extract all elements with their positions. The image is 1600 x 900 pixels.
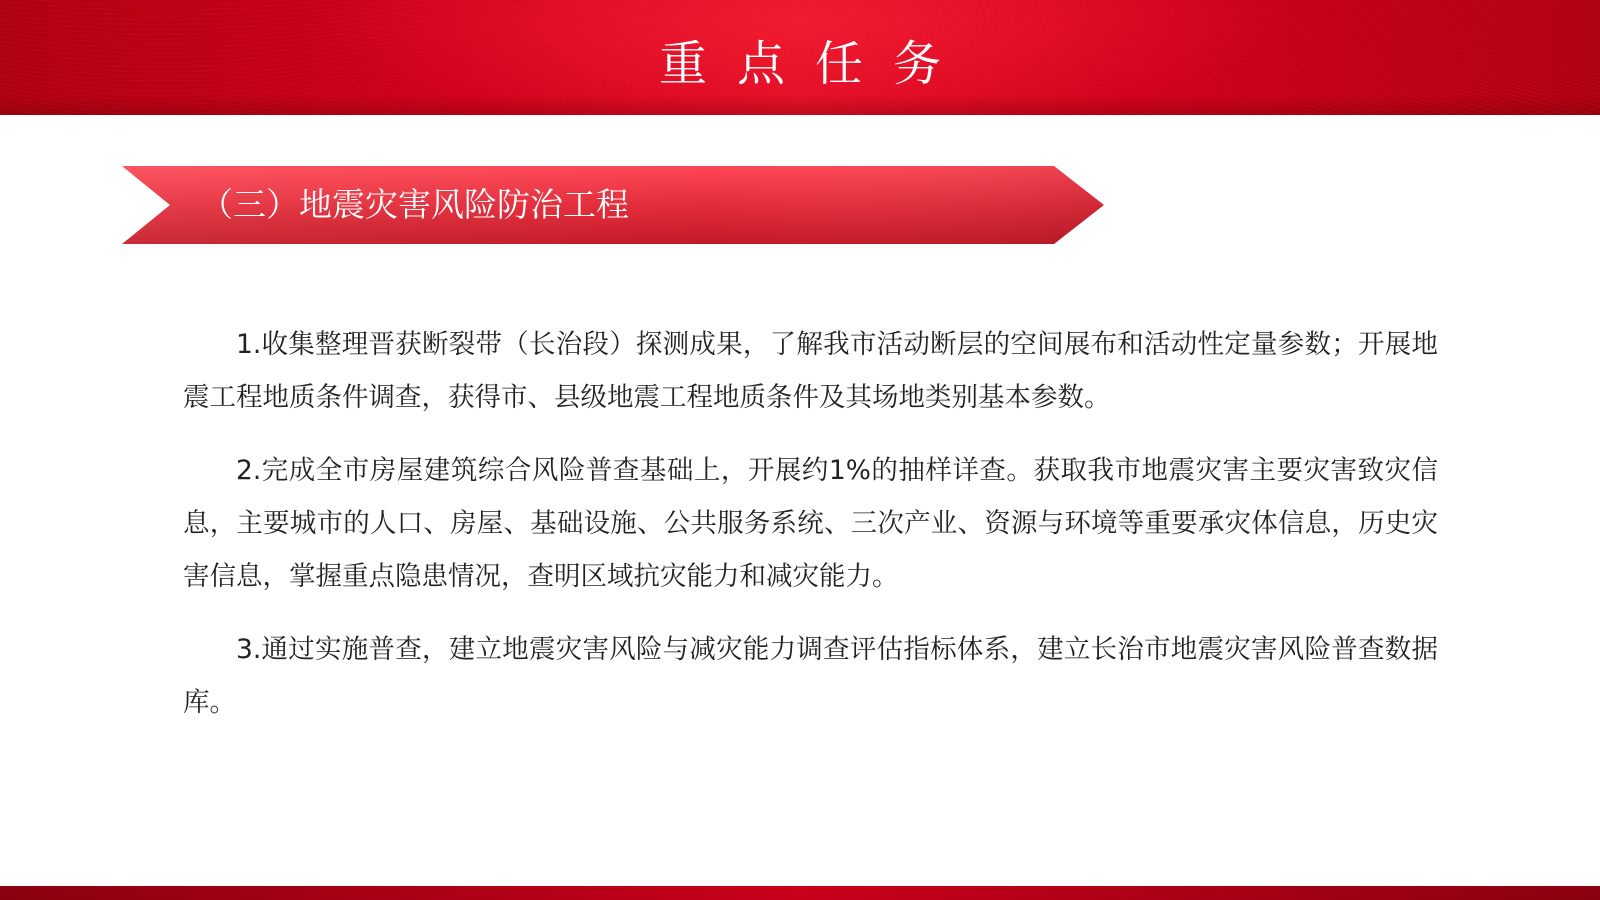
page-title: 重点任务 [658,36,971,92]
paragraph-3: 3.通过实施普查，建立地震灾害风险与减灾能力调查评估指标体系，建立长治市地震灾害风险普查数据库。 [183,634,1438,718]
paragraph-2: 2.完成全市房屋建筑综合风险普查基础上，开展约1%的抽样详查。获取我市地震灾害主要灾害致灾信息，主要城市的人口、房屋、基础设施、公共服务系统、三次产业、资源与环境等重要承灾体信息，历史灾害信息，掌握重点隐患情况，查明区域抗灾能力和减灾能力。 [183,455,1438,592]
section-heading: （三）地震灾害风险防治工程 [200,185,629,224]
content-body [183,318,1438,749]
header-band [0,0,1600,115]
footer-band [0,886,1600,900]
paragraph-1: 1.收集整理晋获断裂带（长治段）探测成果，了解我市活动断层的空间展布和活动性定量参数；开展地震工程地质条件调查，获得市、县级地震工程地质条件及其场地类别基本参数。 [183,329,1438,413]
